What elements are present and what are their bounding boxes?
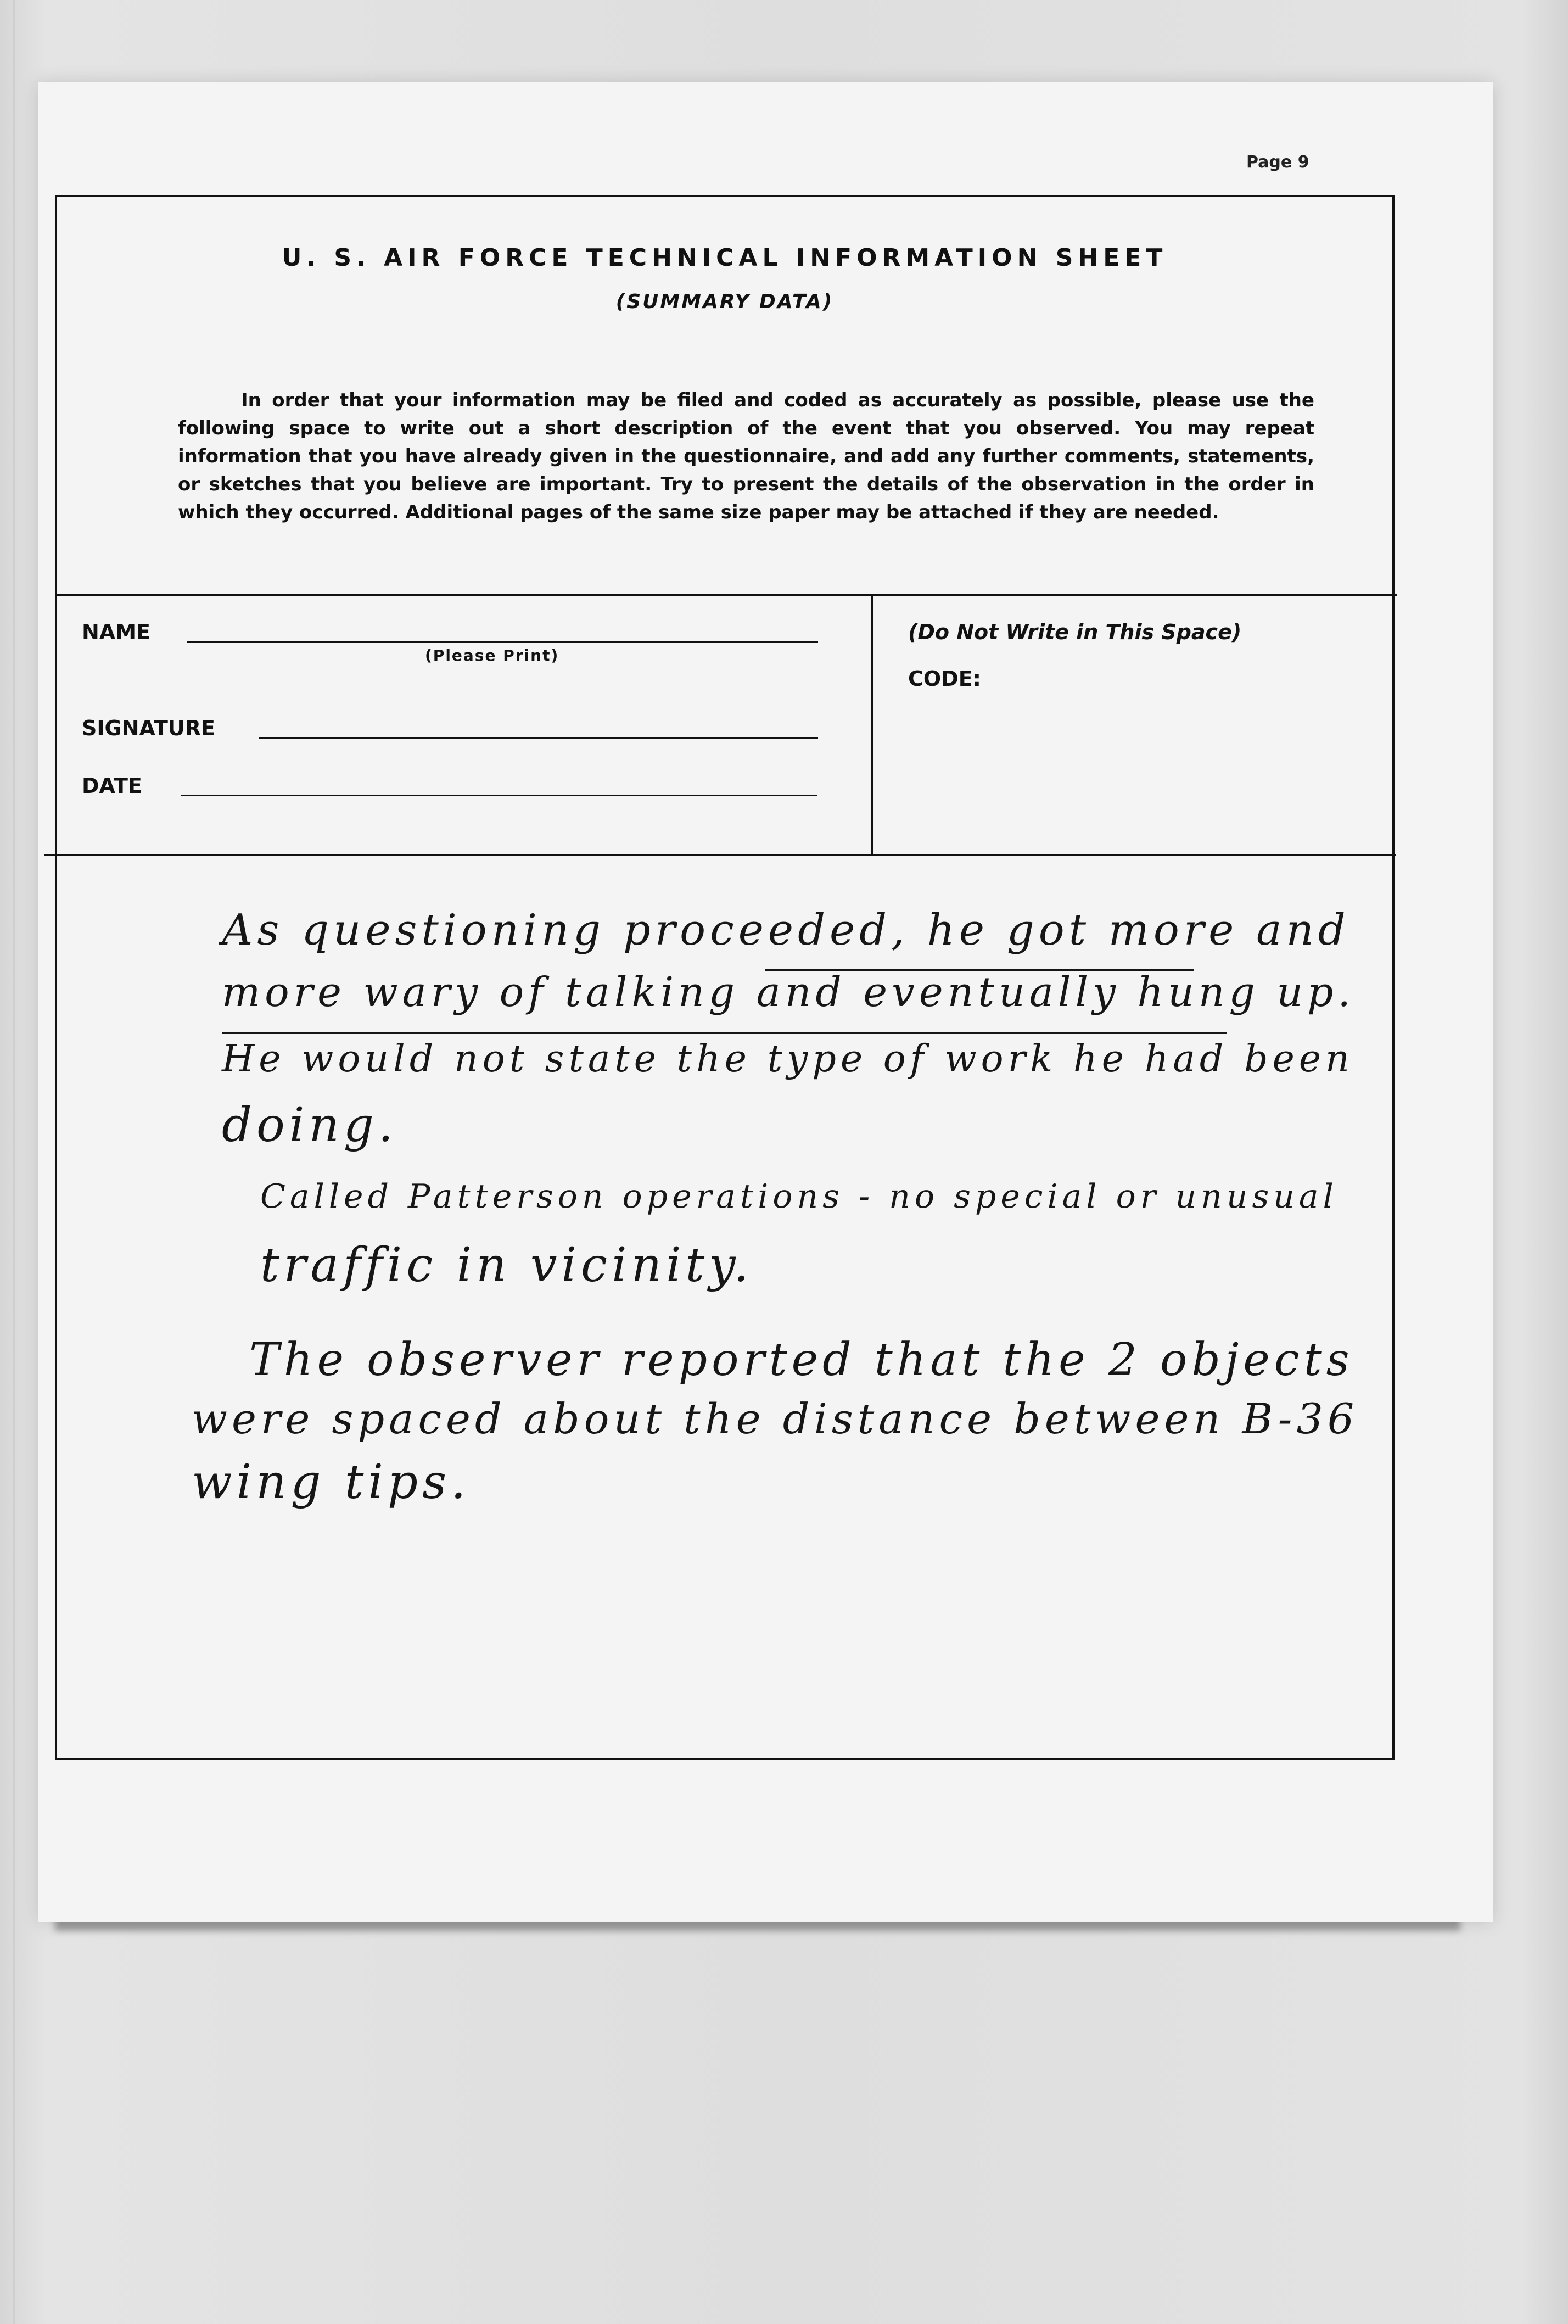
form-subtitle: (SUMMARY DATA): [615, 290, 834, 313]
fields-divider: [44, 854, 1396, 856]
please-print-note: (Please Print): [425, 646, 559, 664]
handwriting-underline: [222, 1032, 1227, 1034]
signature-input-line[interactable]: [259, 737, 818, 739]
handwritten-line: The observer reported that the 2 objects: [249, 1334, 1354, 1386]
name-input-line[interactable]: [187, 641, 818, 643]
name-label: NAME: [82, 620, 150, 644]
handwritten-line: traffic in vicinity.: [260, 1238, 753, 1293]
form-instructions: In order that your information may be filed and coded as accurately as possible, please use the following space to write out a short description of the event that you observed. You may repeat information that you have already given in the questionnaire, and add any further comments, statements, or sketches that you believe are important. Try to present the details of the observation in the order in which they occurred. Additional pages of the same size paper may be attached if they are needed.: [178, 389, 1314, 523]
handwritten-line: doing.: [222, 1098, 398, 1153]
handwritten-line: more wary of talking and eventually hung up.: [222, 969, 1355, 1016]
film-edge-line: [13, 0, 15, 2324]
page-number: Page 9: [1246, 153, 1309, 172]
technical-information-form: [55, 195, 1395, 1760]
handwritten-line: were spaced about the distance between B-36: [192, 1394, 1359, 1443]
handwritten-line: He would not state the type of work he had been: [222, 1037, 1354, 1081]
signature-label: SIGNATURE: [82, 716, 215, 740]
handwritten-line: Called Patterson operations - no special or unusual: [260, 1177, 1338, 1216]
handwritten-line: wing tips.: [192, 1455, 471, 1510]
form-header: [57, 197, 1392, 595]
handwritten-line: As questioning proceeded, he got more and: [222, 906, 1350, 955]
date-label: DATE: [82, 774, 142, 798]
form-title: U. S. AIR FORCE TECHNICAL INFORMATION SHEET: [282, 244, 1168, 272]
date-input-line[interactable]: [181, 795, 817, 796]
code-label: CODE:: [908, 667, 981, 691]
header-divider: [55, 594, 1397, 596]
do-not-write-notice: (Do Not Write in This Space): [908, 620, 1242, 644]
office-use-divider: [871, 594, 873, 856]
